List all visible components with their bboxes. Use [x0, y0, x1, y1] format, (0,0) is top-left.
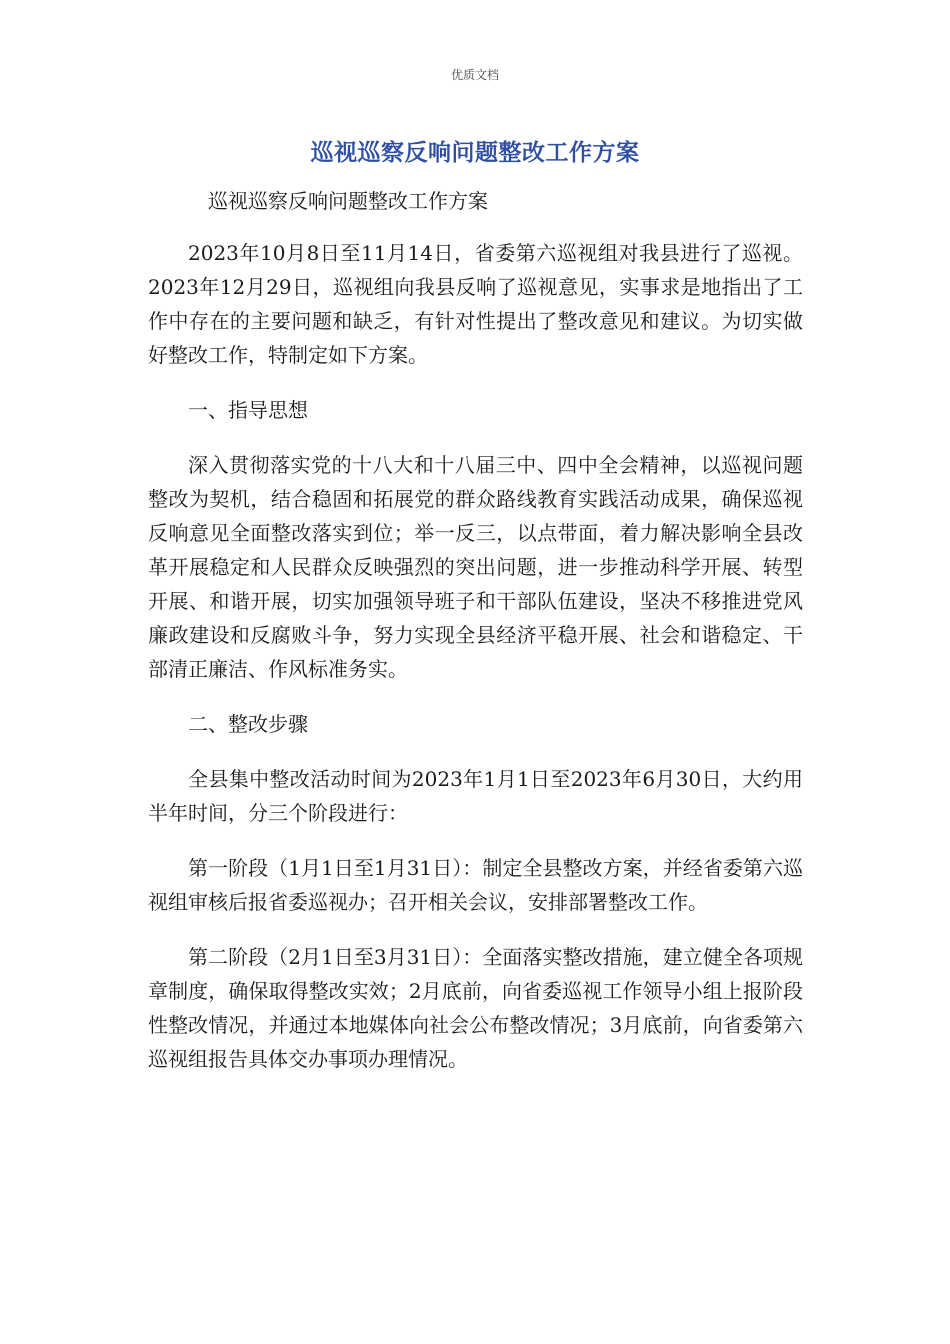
section-heading-rectification-steps: 二、整改步骤: [188, 712, 308, 736]
page-header: 优质文档: [450, 68, 499, 82]
document-body: [148, 184, 803, 1097]
paragraph-guiding-ideology: 深入贯彻落实党的十八大和十八届三中、四中全会精神，以巡视问题整改为契机，结合稳固和拓展党的群众路线教育实践活动成果，确保巡视反响意见全面整改落实到位；举一反三，以点带面，着力解决影响全县改革开展稳定和人民群众反映强烈的突出问题，进一步推动科学开展、转型开展、和谐开展，切实加强领导班子和干部队伍建设，坚决不移推进党风廉政建设和反腐败斗争，努力实现全县经济平稳开展、社会和谐稳定、干部清正廉洁、作风标准务实。: [148, 453, 803, 681]
paragraph-intro: 2023年10月8日至11月14日，省委第六巡视组对我县进行了巡视。2023年12月29日，巡视组向我县反响了巡视意见，实事求是地指出了工作中存在的主要问题和缺乏，有针对性提出了整改意见和建议。为切实做好整改工作，特制定如下方案。: [148, 241, 803, 367]
paragraph-phase-one: 第一阶段（1月1日至1月31日）：制定全县整改方案，并经省委第六巡视组审核后报省委巡视办；召开相关会议，安排部署整改工作。: [148, 856, 803, 914]
paragraph-phase-two: 第二阶段（2月1日至3月31日）：全面落实整改措施，建立健全各项规章制度，确保取得整改实效；2月底前，向省委巡视工作领导小组上报阶段性整改情况，并通过本地媒体向社会公布整改情况；3月底前，向省委第六巡视组报告具体交办事项办理情况。: [148, 945, 803, 1071]
section-heading-guiding-ideology: 一、指导思想: [188, 398, 308, 422]
paragraph-schedule: 全县集中整改活动时间为2023年1月1日至2023年6月30日，大约用半年时间，分三个阶段进行：: [148, 767, 803, 825]
document-title: 巡视巡察反响问题整改工作方案: [310, 140, 640, 166]
document-subtitle: 巡视巡察反响问题整改工作方案: [208, 189, 488, 213]
